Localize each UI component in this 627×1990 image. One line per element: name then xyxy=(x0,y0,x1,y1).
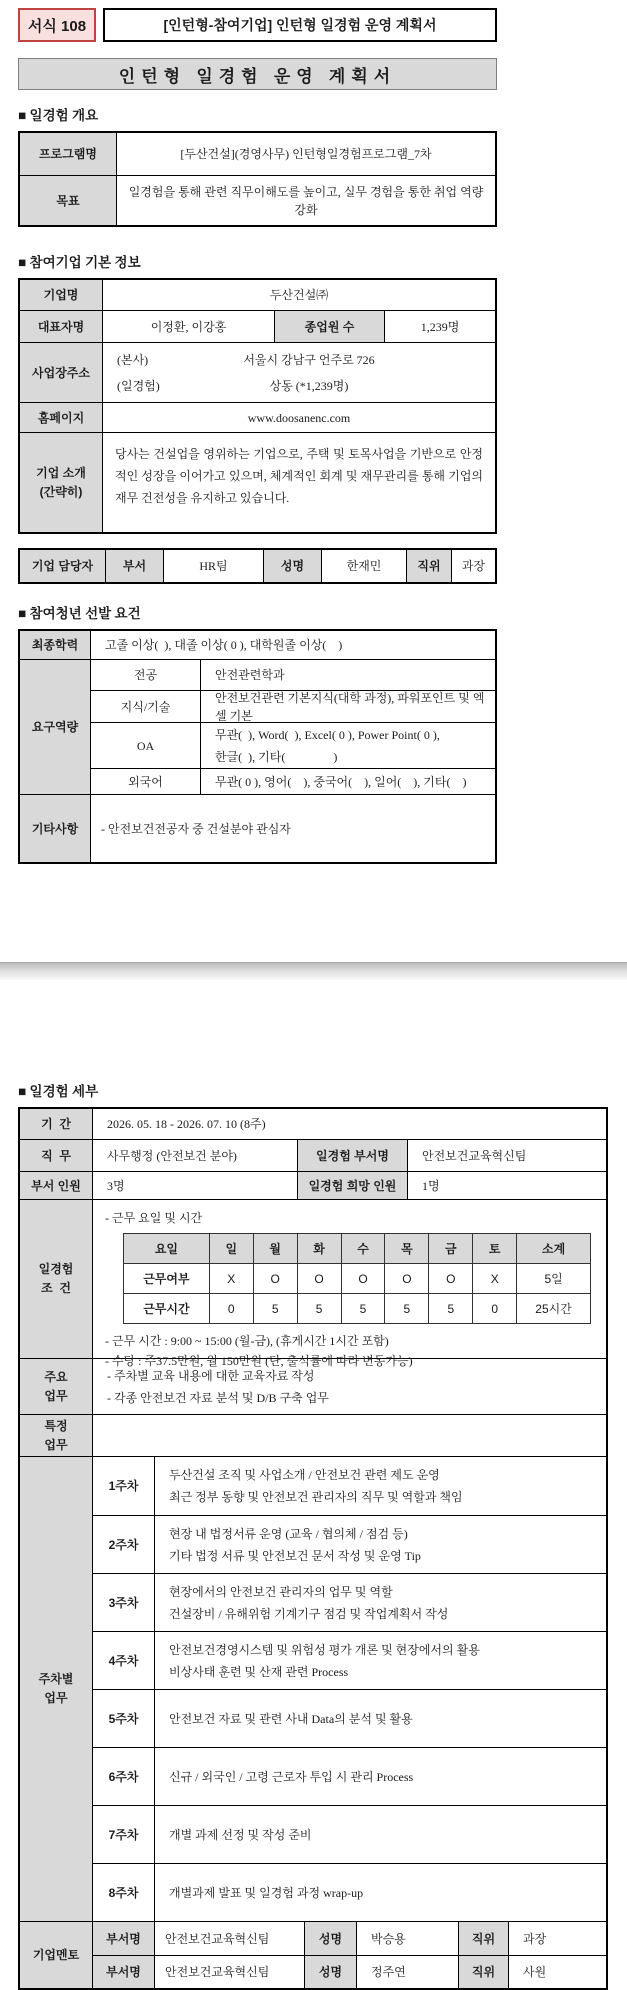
work-hour-cell: 0 xyxy=(210,1294,254,1324)
company-intro-label xyxy=(20,433,102,532)
ceo-value: 이정환, 이강홍 xyxy=(102,311,274,342)
address-hq-value: 서울시 강남구 언주로 726 xyxy=(243,352,375,367)
work-week-header: 금 xyxy=(429,1234,473,1264)
condition-group xyxy=(20,1199,606,1368)
work-week-header: 수 xyxy=(342,1234,386,1264)
company-manager-table xyxy=(18,548,497,584)
work-day-cell: O xyxy=(254,1264,298,1294)
work-day-cell: O xyxy=(385,1264,429,1294)
job-value: 사무행정 (안전보건 분야) xyxy=(92,1140,297,1171)
manager-dept-label: 부서 xyxy=(105,550,163,582)
section-heading-detail: ■ 일경험 세부 xyxy=(18,1084,99,1099)
oa-value-line2: 한글( ), 기타( ) xyxy=(215,749,338,764)
mentor-dept-label: 부서명 xyxy=(92,1956,154,1988)
week-task xyxy=(154,1632,606,1689)
language-value: 무관( 0 ), 영어( ), 중국어( ), 일어( ), 기타( ) xyxy=(200,769,495,794)
week-task-line: 안전보건 자료 및 관련 사내 Data의 분석 및 활용 xyxy=(169,1711,413,1726)
table-row xyxy=(20,631,495,659)
company-intro-value: 당사는 건설업을 영위하는 기업으로, 주택 및 토목사업을 기반으로 안정적인 성장을 이어가고 있으며, 체계적인 회계 및 재무관리를 통해 기업의 재무 건전성을 유지하고 있습니다. xyxy=(102,433,495,532)
program-name-value: [두산건설](경영사무) 인턴형일경험프로그램_7차 xyxy=(116,133,495,175)
mentor-name-label: 성명 xyxy=(304,1956,356,1988)
mentor-dept-label: 부서명 xyxy=(92,1922,154,1955)
week-number: 5주차 xyxy=(92,1690,154,1747)
employees-label: 종업원 수 xyxy=(274,311,384,342)
mentor-row xyxy=(92,1955,606,1988)
main-task-line1: - 주차별 교육 내용에 대한 교육자료 작성 xyxy=(107,1368,315,1383)
week-task-line: 신규 / 외국인 / 고령 근로자 투입 시 관리 Process xyxy=(169,1769,414,1784)
week-number: 3주차 xyxy=(92,1574,154,1631)
mentor-dept-value: 안전보건교육혁신팀 xyxy=(154,1956,304,1988)
work-days-label: 근무여부 xyxy=(124,1264,210,1294)
work-day-cell: O xyxy=(429,1264,473,1294)
work-hours-row xyxy=(124,1294,591,1324)
work-week-header: 토 xyxy=(473,1234,517,1264)
allowance-note: - 수당 : 주37.5만원, 월 150만원 (단, 출석률에 따라 변동가능) xyxy=(105,1354,413,1368)
main-tasks-label-line1: 주요 xyxy=(44,1369,68,1384)
desired-headcount-value: 1명 xyxy=(407,1172,606,1199)
company-intro-label-line2: (간략히) xyxy=(39,484,83,499)
major-label: 전공 xyxy=(90,660,200,690)
condition-label-line2: 조 건 xyxy=(41,1281,71,1295)
week-task-line: 현장 내 법정서류 운영 (교육 / 협의체 / 점검 등) xyxy=(169,1526,408,1541)
work-hours-label: 근무시간 xyxy=(124,1294,210,1324)
week-task xyxy=(154,1574,606,1631)
week-number: 4주차 xyxy=(92,1632,154,1689)
work-hours-note: - 근무 시간 : 9:00 ~ 15:00 (월-금), (휴게시간 1시간 포함) xyxy=(105,1334,389,1348)
week-row xyxy=(92,1573,606,1631)
work-hour-cell: 5 xyxy=(429,1294,473,1324)
weekly-tasks-rows xyxy=(92,1457,606,1921)
main-tasks-label xyxy=(20,1359,92,1414)
section-heading-overview: ■ 일경험 개요 xyxy=(18,108,99,123)
table-row xyxy=(90,722,495,768)
manager-dept-value: HR팀 xyxy=(163,550,263,582)
table-row xyxy=(20,550,495,582)
week-task-line: 두산건설 조직 및 사업소개 / 안전보건 관련 제도 운영 xyxy=(169,1468,440,1482)
work-week-header: 화 xyxy=(298,1234,342,1264)
condition-label xyxy=(20,1200,92,1358)
work-hour-cell: 5 xyxy=(385,1294,429,1324)
weekly-tasks-group xyxy=(20,1456,606,1921)
education-label: 최종학력 xyxy=(20,631,90,659)
address-label: 사업장주소 xyxy=(20,343,102,402)
week-number: 2주차 xyxy=(92,1516,154,1573)
employees-value: 1,239명 xyxy=(384,311,495,342)
work-day-cell: O xyxy=(298,1264,342,1294)
mentor-name-label: 성명 xyxy=(304,1922,356,1955)
week-task xyxy=(154,1864,606,1921)
mentor-position-value: 과장 xyxy=(508,1922,606,1955)
goal-value: 일경험을 통해 관련 직무이해도를 높이고, 실무 경험을 통한 취업 역량 강화 xyxy=(116,176,495,225)
work-hour-cell: 5 xyxy=(342,1294,386,1324)
table-row xyxy=(20,342,495,402)
table-row xyxy=(20,310,495,342)
manager-row-label: 기업 담당자 xyxy=(20,550,105,582)
special-tasks-label-line2: 업무 xyxy=(44,1437,68,1452)
table-row xyxy=(20,432,495,532)
oa-label: OA xyxy=(90,723,200,768)
week-task xyxy=(154,1516,606,1573)
week-row xyxy=(92,1631,606,1689)
period-value: 2026. 05. 18 - 2026. 07. 10 (8주) xyxy=(92,1109,606,1139)
work-days-row xyxy=(124,1264,591,1294)
table-row xyxy=(20,402,495,432)
week-task-line: 안전보건경영시스템 및 위험성 평가 개론 및 현장에서의 활용 xyxy=(169,1642,480,1657)
special-tasks-value xyxy=(92,1415,606,1456)
manager-name-value: 한재민 xyxy=(321,550,406,582)
main-tasks-label-line2: 업무 xyxy=(44,1388,68,1403)
week-row xyxy=(92,1805,606,1863)
table-row xyxy=(20,1139,606,1171)
work-hours-subtotal: 25시간 xyxy=(517,1294,591,1324)
main-tasks-value xyxy=(92,1359,606,1414)
job-label: 직 무 xyxy=(20,1140,92,1171)
mentor-dept-value: 안전보건교육혁신팀 xyxy=(154,1922,304,1955)
form-header xyxy=(18,8,497,42)
week-task-line: 비상사태 훈련 및 산재 관련 Process xyxy=(169,1664,349,1679)
work-day-cell: X xyxy=(473,1264,517,1294)
work-week-table xyxy=(123,1233,591,1324)
major-value: 안전관련학과 xyxy=(200,660,495,690)
table-row xyxy=(20,1414,606,1456)
week-task xyxy=(154,1806,606,1863)
mentor-position-label: 직위 xyxy=(458,1922,508,1955)
document-page-1 xyxy=(0,0,627,962)
weekly-tasks-label xyxy=(20,1457,92,1921)
headcount-label: 부서 인원 xyxy=(20,1172,92,1199)
week-task-line: 기타 법정 서류 및 안전보건 문서 작성 및 운영 Tip xyxy=(169,1548,421,1563)
week-row xyxy=(92,1689,606,1747)
knowledge-label: 지식/기술 xyxy=(90,691,200,722)
address-exp-tag: (일경험) xyxy=(117,378,160,393)
week-task xyxy=(154,1690,606,1747)
special-tasks-label-line1: 특정 xyxy=(44,1418,68,1433)
headcount-value: 3명 xyxy=(92,1172,297,1199)
oa-value-line1: 무관( ), Word( ), Excel( 0 ), Power Point( 0 ), xyxy=(215,727,440,742)
table-row xyxy=(20,175,495,225)
competency-rows xyxy=(90,660,495,794)
goal-label: 목표 xyxy=(20,176,116,225)
address-line-hq xyxy=(103,347,495,373)
address-hq-tag: (본사) xyxy=(117,352,149,367)
main-title-bar: 인턴형 일경험 운영 계획서 xyxy=(18,58,497,90)
table-row xyxy=(20,1358,606,1414)
address-exp-value: 상동 (*1,239명) xyxy=(269,378,349,393)
company-name-value: 두산건설㈜ xyxy=(102,280,495,310)
condition-content xyxy=(92,1200,606,1368)
document-page-2 xyxy=(0,980,627,1990)
etc-label: 기타사항 xyxy=(20,795,90,862)
week-task xyxy=(154,1457,606,1515)
mentor-row xyxy=(92,1922,606,1955)
week-number: 8주차 xyxy=(92,1864,154,1921)
manager-title-value: 과장 xyxy=(451,550,495,582)
detail-table xyxy=(18,1107,608,1990)
week-row xyxy=(92,1457,606,1515)
week-task-line: 최근 정부 동향 및 안전보건 관리자의 직무 및 역할과 책임 xyxy=(169,1490,463,1504)
table-row xyxy=(20,133,495,175)
oa-value xyxy=(200,723,495,768)
week-row xyxy=(92,1747,606,1805)
mentor-name-value: 박승용 xyxy=(356,1922,458,1955)
address-line-experience xyxy=(103,373,495,399)
website-value: www.doosanenc.com xyxy=(102,403,495,432)
weekly-tasks-label-line1: 주차별 xyxy=(38,1672,74,1687)
period-label: 기 간 xyxy=(20,1109,92,1139)
main-task-line2: - 각종 안전보건 자료 분석 및 D/B 구축 업무 xyxy=(107,1390,329,1405)
language-label: 외국어 xyxy=(90,769,200,794)
company-info-table xyxy=(18,278,497,534)
table-row xyxy=(20,1171,606,1199)
dept-name-label: 일경험 부서명 xyxy=(297,1140,407,1171)
work-day-cell: X xyxy=(210,1264,254,1294)
table-row xyxy=(20,794,495,862)
week-task-line: 개별 과제 선정 및 작성 준비 xyxy=(169,1827,312,1842)
form-number-badge: 서식 108 xyxy=(18,8,96,42)
mentor-position-label: 직위 xyxy=(458,1956,508,1988)
condition-body xyxy=(92,1200,606,1368)
mentor-label: 기업멘토 xyxy=(20,1922,92,1988)
ceo-label: 대표자명 xyxy=(20,311,102,342)
education-value: 고졸 이상( ), 대졸 이상( 0 ), 대학원졸 이상( ) xyxy=(90,631,495,659)
weekly-tasks-label-line2: 업무 xyxy=(44,1691,68,1705)
overview-table xyxy=(18,131,497,227)
week-number: 6주차 xyxy=(92,1748,154,1805)
week-number: 1주차 xyxy=(92,1457,154,1515)
company-name-label: 기업명 xyxy=(20,280,102,310)
document-title: [인턴형-참여기업] 인턴형 일경험 운영 계획서 xyxy=(103,8,497,42)
mentor-name-value: 정주연 xyxy=(356,1956,458,1988)
work-day-cell: O xyxy=(342,1264,386,1294)
page-divider xyxy=(0,962,627,980)
week-number: 7주차 xyxy=(92,1806,154,1863)
section-heading-requirements: ■ 참여청년 선발 요건 xyxy=(18,606,141,621)
condition-label-line1: 일경험 xyxy=(38,1262,74,1277)
mentor-rows xyxy=(92,1922,606,1988)
week-task-line: 건설장비 / 유해위험 기계기구 점검 및 작업계획서 작성 xyxy=(169,1606,449,1621)
dept-name-value: 안전보건교육혁신팀 xyxy=(407,1140,606,1171)
work-week-header: 월 xyxy=(254,1234,298,1264)
schedule-title: - 근무 요일 및 시간 xyxy=(105,1211,203,1225)
work-week-header: 일 xyxy=(210,1234,254,1264)
work-week-header: 소계 xyxy=(517,1234,591,1264)
address-value xyxy=(102,343,495,402)
manager-title-label: 직위 xyxy=(406,550,451,582)
week-task-line: 현장에서의 안전보건 관리자의 업무 및 역할 xyxy=(169,1584,393,1599)
work-days-subtotal: 5일 xyxy=(517,1264,591,1294)
work-hour-cell: 5 xyxy=(298,1294,342,1324)
work-hour-cell: 0 xyxy=(473,1294,517,1324)
requirements-table xyxy=(18,629,497,864)
section-heading-company: ■ 참여기업 기본 정보 xyxy=(18,255,141,270)
mentor-group xyxy=(20,1921,606,1988)
table-row xyxy=(20,1109,606,1139)
etc-value: - 안전보건전공자 중 건설분야 관심자 xyxy=(90,795,495,862)
table-row xyxy=(90,690,495,722)
work-hour-cell: 5 xyxy=(254,1294,298,1324)
work-week-header: 요일 xyxy=(124,1234,210,1264)
competency-group xyxy=(20,659,495,794)
work-week-header: 목 xyxy=(385,1234,429,1264)
work-week-header-row xyxy=(124,1234,591,1264)
week-row xyxy=(92,1515,606,1573)
knowledge-value: 안전보건관련 기본지식(대학 과정), 파워포인트 및 엑셀 기본 xyxy=(200,691,495,722)
desired-headcount-label: 일경험 희망 인원 xyxy=(297,1172,407,1199)
table-row xyxy=(90,768,495,794)
special-tasks-label xyxy=(20,1415,92,1456)
website-label: 홈페이지 xyxy=(20,403,102,432)
week-row xyxy=(92,1863,606,1921)
table-row xyxy=(20,280,495,310)
week-task xyxy=(154,1748,606,1805)
program-name-label: 프로그램명 xyxy=(20,133,116,175)
manager-name-label: 성명 xyxy=(263,550,321,582)
week-task-line: 개별과제 발표 및 일경험 과정 wrap-up xyxy=(169,1885,364,1900)
company-intro-label-line1: 기업 소개 xyxy=(36,465,86,480)
table-row xyxy=(90,660,495,690)
competency-label: 요구역량 xyxy=(20,660,90,794)
mentor-position-value: 사원 xyxy=(508,1956,606,1988)
